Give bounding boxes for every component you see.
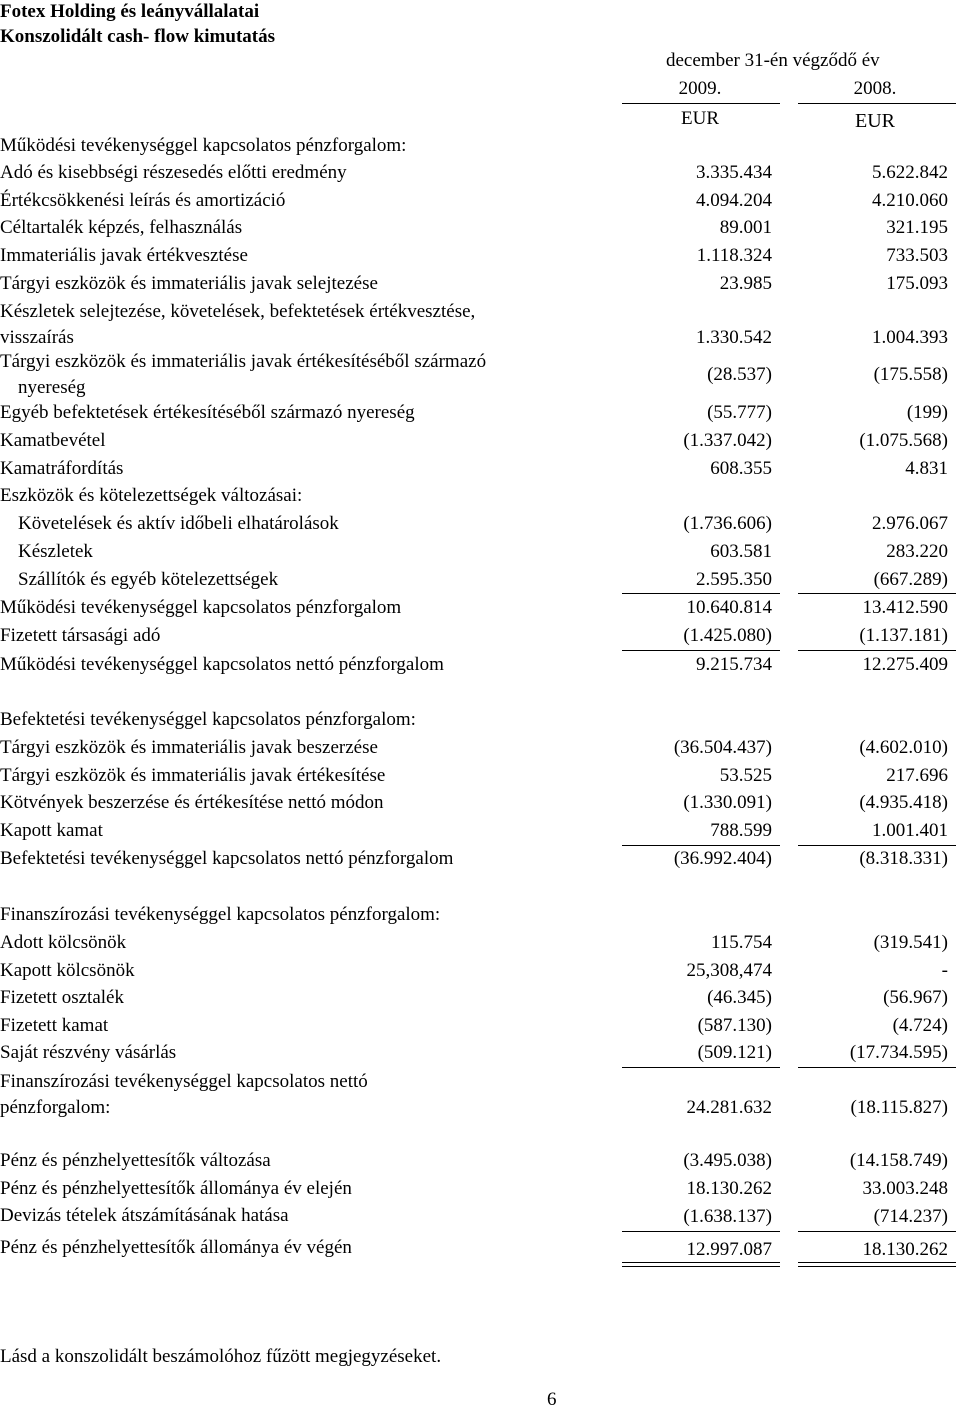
value-2008: (1.075.568) [859,430,948,451]
row-label: Értékcsökkenési leírás és amortizáció [0,190,286,211]
net-rule-2009 [622,650,780,651]
row-label: Egyéb befektetések értékesítéséből származó nyereség [0,402,415,423]
row-label: Pénz és pénzhelyettesítők állománya év elején [0,1178,352,1199]
value-2008: 283.220 [886,541,948,562]
row-label-continued: visszaírás [0,327,74,348]
value-2009: 24.281.632 [686,1097,772,1118]
value-2009: 4.094.204 [696,190,772,211]
double-rule-top-2008 [798,1262,956,1263]
value-2008: (199) [906,402,948,423]
value-2009: (509.121) [697,1042,772,1063]
financing-rule-2009 [622,1067,780,1068]
row-label: Céltartalék képzés, felhasználás [0,217,243,238]
net-rule-2008 [798,650,956,651]
value-2008: 12.275.409 [862,654,948,675]
value-2008: (4.602.010) [859,737,948,758]
value-2009: (36.504.437) [673,737,772,758]
value-2008: (56.967) [883,987,948,1008]
value-2008: (319.541) [873,932,948,953]
value-2008: 4.831 [905,458,948,479]
double-rule-bottom-2009 [622,1266,780,1267]
double-rule-top-2009 [622,1262,780,1263]
value-2009: 115.754 [710,932,772,953]
value-2009: 9.215.734 [696,654,772,675]
row-label: Pénz és pénzhelyettesítők állománya év végén [0,1237,352,1258]
row-label: Követelések és aktív időbeli elhatárolások [18,513,339,534]
changes-heading: Eszközök és kötelezettségek változásai: [0,485,303,506]
footnote: Lásd a konszolidált beszámolóhoz fűzött megjegyzéseket. [0,1346,442,1367]
row-label: Készletek selejtezése, követelések, befektetések értékvesztése, [0,301,476,322]
value-2008: 2.976.067 [872,513,948,534]
value-2008: (17.734.595) [849,1042,948,1063]
currency-2008: EUR [855,110,895,132]
value-2009: (1.638.137) [683,1206,772,1227]
value-2009: (3.495.038) [683,1150,772,1171]
value-2008: 1.001.401 [872,820,948,841]
value-2008: 5.622.842 [872,162,948,183]
row-label: Készletek [18,541,93,562]
value-2009: 1.118.324 [696,245,772,266]
row-label-continued: pénzforgalom: [0,1097,111,1118]
value-2008: (1.137.181) [859,625,948,646]
page-number: 6 [547,1389,557,1410]
value-2008: 733.503 [886,245,948,266]
row-label: Tárgyi eszközök és immateriális javak selejtezése [0,273,378,294]
value-2009: (1.337.042) [683,430,772,451]
value-2008: (4.724) [892,1015,948,1036]
row-label: Adó és kisebbségi részesedés előtti eredmény [0,162,347,183]
value-2009: (55.777) [707,402,772,423]
value-2009: (28.537) [707,364,772,385]
value-2009: 788.599 [710,820,772,841]
value-2008: 18.130.262 [862,1239,948,1260]
value-2009: 53.525 [719,765,772,786]
row-label: Befektetési tevékenységgel kapcsolatos nettó pénzforgalom [0,848,454,869]
row-label: Kapott kamat [0,820,103,841]
row-label: Fizetett kamat [0,1015,109,1036]
value-2009: (46.345) [707,987,772,1008]
value-2008: (667.289) [873,569,948,590]
year-2009-heading: 2009. [678,78,722,99]
row-label: Tárgyi eszközök és immateriális javak értékesítése [0,765,386,786]
row-label: Saját részvény vásárlás [0,1042,177,1063]
value-2008: (18.115.827) [850,1097,948,1118]
value-2008: 13.412.590 [862,597,948,618]
value-2009: 3.335.434 [696,162,772,183]
row-label: Pénz és pénzhelyettesítők változása [0,1150,271,1171]
value-2008: (14.158.749) [849,1150,948,1171]
row-label: Tárgyi eszközök és immateriális javak értékesítéséből származó [0,351,487,372]
row-label: Immateriális javak értékvesztése [0,245,248,266]
value-2009: 10.640.814 [686,597,772,618]
value-2009: 23.985 [719,273,772,294]
header-underline-2008 [798,103,956,104]
header-underline-2009 [622,103,780,104]
year-2008-heading: 2008. [853,78,897,99]
row-label: Kamatráfordítás [0,458,124,479]
value-2009: (1.330.091) [683,792,772,813]
row-label: Tárgyi eszközök és immateriális javak beszerzése [0,737,378,758]
value-2008: (8.318.331) [859,848,948,869]
cash-rule-2008 [798,1231,956,1232]
value-2009: (587.130) [697,1015,772,1036]
row-label: Szállítók és egyéb kötelezettségek [18,569,279,590]
value-2009: 608.355 [710,458,772,479]
value-2008: - [941,960,948,981]
period-heading: december 31-én végződő év [666,50,880,71]
operating-heading: Működési tevékenységgel kapcsolatos pénzforgalom: [0,135,407,156]
value-2008: (175.558) [873,364,948,385]
row-label: Fizetett osztalék [0,987,124,1008]
row-label: Kötvények beszerzése és értékesítése nettó módon [0,792,384,813]
subtotal-rule-2008 [798,593,956,594]
value-2008: (4.935.418) [859,792,948,813]
value-2009: 1.330.542 [696,327,772,348]
subtotal-rule-2009 [622,593,780,594]
investing-heading: Befektetési tevékenységgel kapcsolatos pénzforgalom: [0,709,416,730]
value-2009: 25,308,474 [686,960,772,981]
cash-rule-2009 [622,1231,780,1232]
statement-title: Konszolidált cash- flow kimutatás [0,26,275,47]
value-2009: (1.425.080) [683,625,772,646]
row-label: Adott kölcsönök [0,932,127,953]
row-label: Működési tevékenységgel kapcsolatos nettó pénzforgalom [0,654,444,675]
row-label: Devizás tételek átszámításának hatása [0,1205,289,1226]
value-2008: 321.195 [886,217,948,238]
value-2009: (36.992.404) [673,848,772,869]
double-rule-bottom-2008 [798,1266,956,1267]
financing-rule-2008 [798,1067,956,1068]
value-2009: 89.001 [719,217,772,238]
currency-2009: EUR [681,108,719,129]
value-2008: 175.093 [886,273,948,294]
financing-heading: Finanszírozási tevékenységgel kapcsolatos pénzforgalom: [0,904,441,925]
value-2009: 18.130.262 [686,1178,772,1199]
value-2008: 4.210.060 [872,190,948,211]
row-label: Finanszírozási tevékenységgel kapcsolatos nettó [0,1071,368,1092]
row-label: Kapott kölcsönök [0,960,135,981]
value-2008: 217.696 [886,765,948,786]
value-2009: 12.997.087 [686,1239,772,1260]
value-2009: (1.736.606) [683,513,772,534]
company-title: Fotex Holding és leányvállalatai [0,1,260,22]
value-2008: 1.004.393 [872,327,948,348]
row-label-continued: nyereség [18,377,86,398]
value-2008: (714.237) [873,1206,948,1227]
investing-rule-2009 [622,845,780,846]
value-2009: 603.581 [710,541,772,562]
row-label: Kamatbevétel [0,430,106,451]
investing-rule-2008 [798,845,956,846]
row-label: Működési tevékenységgel kapcsolatos pénzforgalom [0,597,402,618]
value-2009: 2.595.350 [696,569,772,590]
row-label: Fizetett társasági adó [0,625,161,646]
value-2008: 33.003.248 [862,1178,948,1199]
